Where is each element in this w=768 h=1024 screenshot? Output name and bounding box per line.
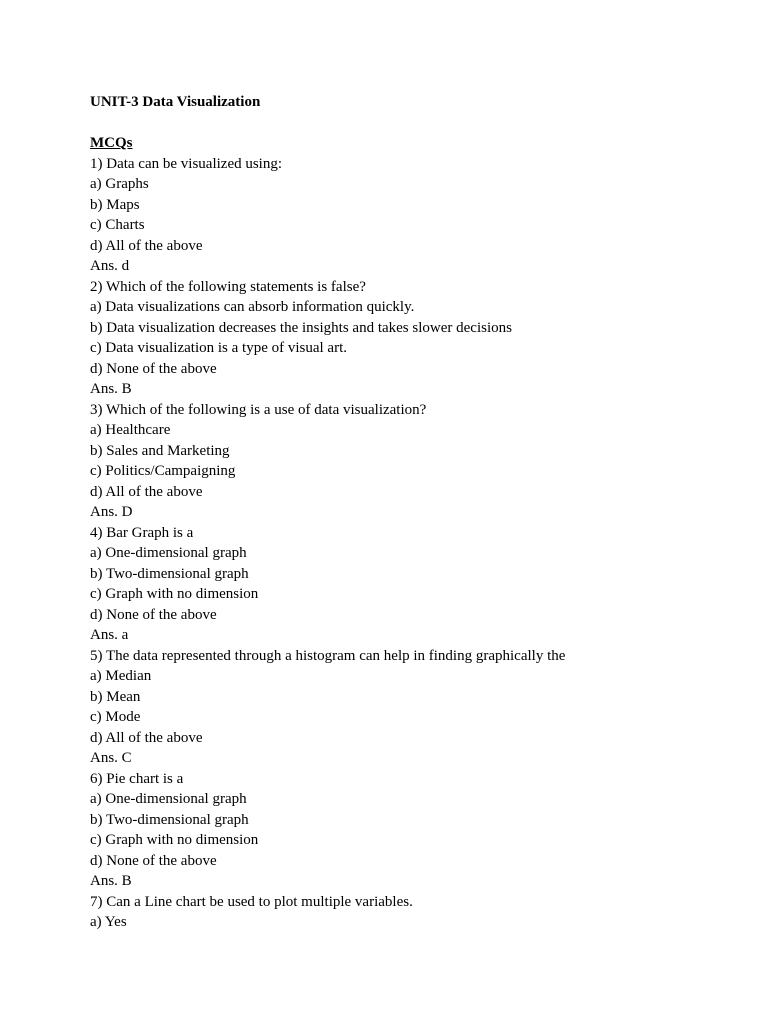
option-c: c) Graph with no dimension (90, 832, 259, 848)
question-block-2 (90, 277, 730, 400)
option-c: c) Mode (90, 709, 141, 725)
answer-text: Ans. B (90, 873, 132, 889)
option-d: d) None of the above (90, 360, 217, 377)
section-heading-mcqs: MCQs (90, 135, 133, 151)
question-text: 6) Pie chart is a (90, 770, 184, 787)
option-a: a) Healthcare (90, 422, 171, 438)
answer-text: Ans. a (90, 627, 129, 643)
question-block-7 (90, 892, 730, 933)
document-page (90, 92, 730, 933)
answer-text: Ans. D (90, 504, 133, 520)
answer-text: Ans. C (90, 750, 132, 766)
option-a: a) Yes (90, 914, 127, 930)
option-a: a) One-dimensional graph (90, 791, 247, 807)
option-c: c) Graph with no dimension (90, 586, 259, 602)
question-text: 2) Which of the following statements is false? (90, 278, 366, 295)
question-block-5 (90, 646, 730, 769)
option-a: a) One-dimensional graph (90, 545, 247, 561)
option-a: a) Data visualizations can absorb information quickly. (90, 299, 415, 315)
option-d: d) None of the above (90, 852, 217, 869)
question-block-1 (90, 154, 730, 277)
question-block-3 (90, 400, 730, 523)
question-text: 7) Can a Line chart be used to plot multiple variables. (90, 893, 413, 910)
option-d: d) All of the above (90, 483, 203, 500)
question-text: 4) Bar Graph is a (90, 524, 194, 541)
option-b: b) Sales and Marketing (90, 442, 230, 459)
option-d: d) None of the above (90, 606, 217, 623)
option-b: b) Mean (90, 688, 141, 705)
option-b: b) Two-dimensional graph (90, 811, 249, 828)
question-text: 3) Which of the following is a use of data visualization? (90, 401, 427, 418)
option-c: c) Charts (90, 217, 145, 233)
option-a: a) Graphs (90, 176, 149, 192)
document-title: UNIT-3 Data Visualization (90, 94, 261, 110)
question-block-4 (90, 523, 730, 646)
question-text: 5) The data represented through a histogram can help in finding graphically the (90, 647, 566, 664)
option-d: d) All of the above (90, 237, 203, 254)
question-block-6 (90, 769, 730, 892)
option-b: b) Maps (90, 196, 140, 213)
answer-text: Ans. B (90, 381, 132, 397)
option-a: a) Median (90, 668, 152, 684)
option-b: b) Data visualization decreases the insights and takes slower decisions (90, 319, 512, 336)
option-c: c) Data visualization is a type of visual art. (90, 340, 347, 356)
option-d: d) All of the above (90, 729, 203, 746)
option-c: c) Politics/Campaigning (90, 463, 236, 479)
option-b: b) Two-dimensional graph (90, 565, 249, 582)
question-text: 1) Data can be visualized using: (90, 155, 283, 172)
answer-text: Ans. d (90, 258, 130, 274)
